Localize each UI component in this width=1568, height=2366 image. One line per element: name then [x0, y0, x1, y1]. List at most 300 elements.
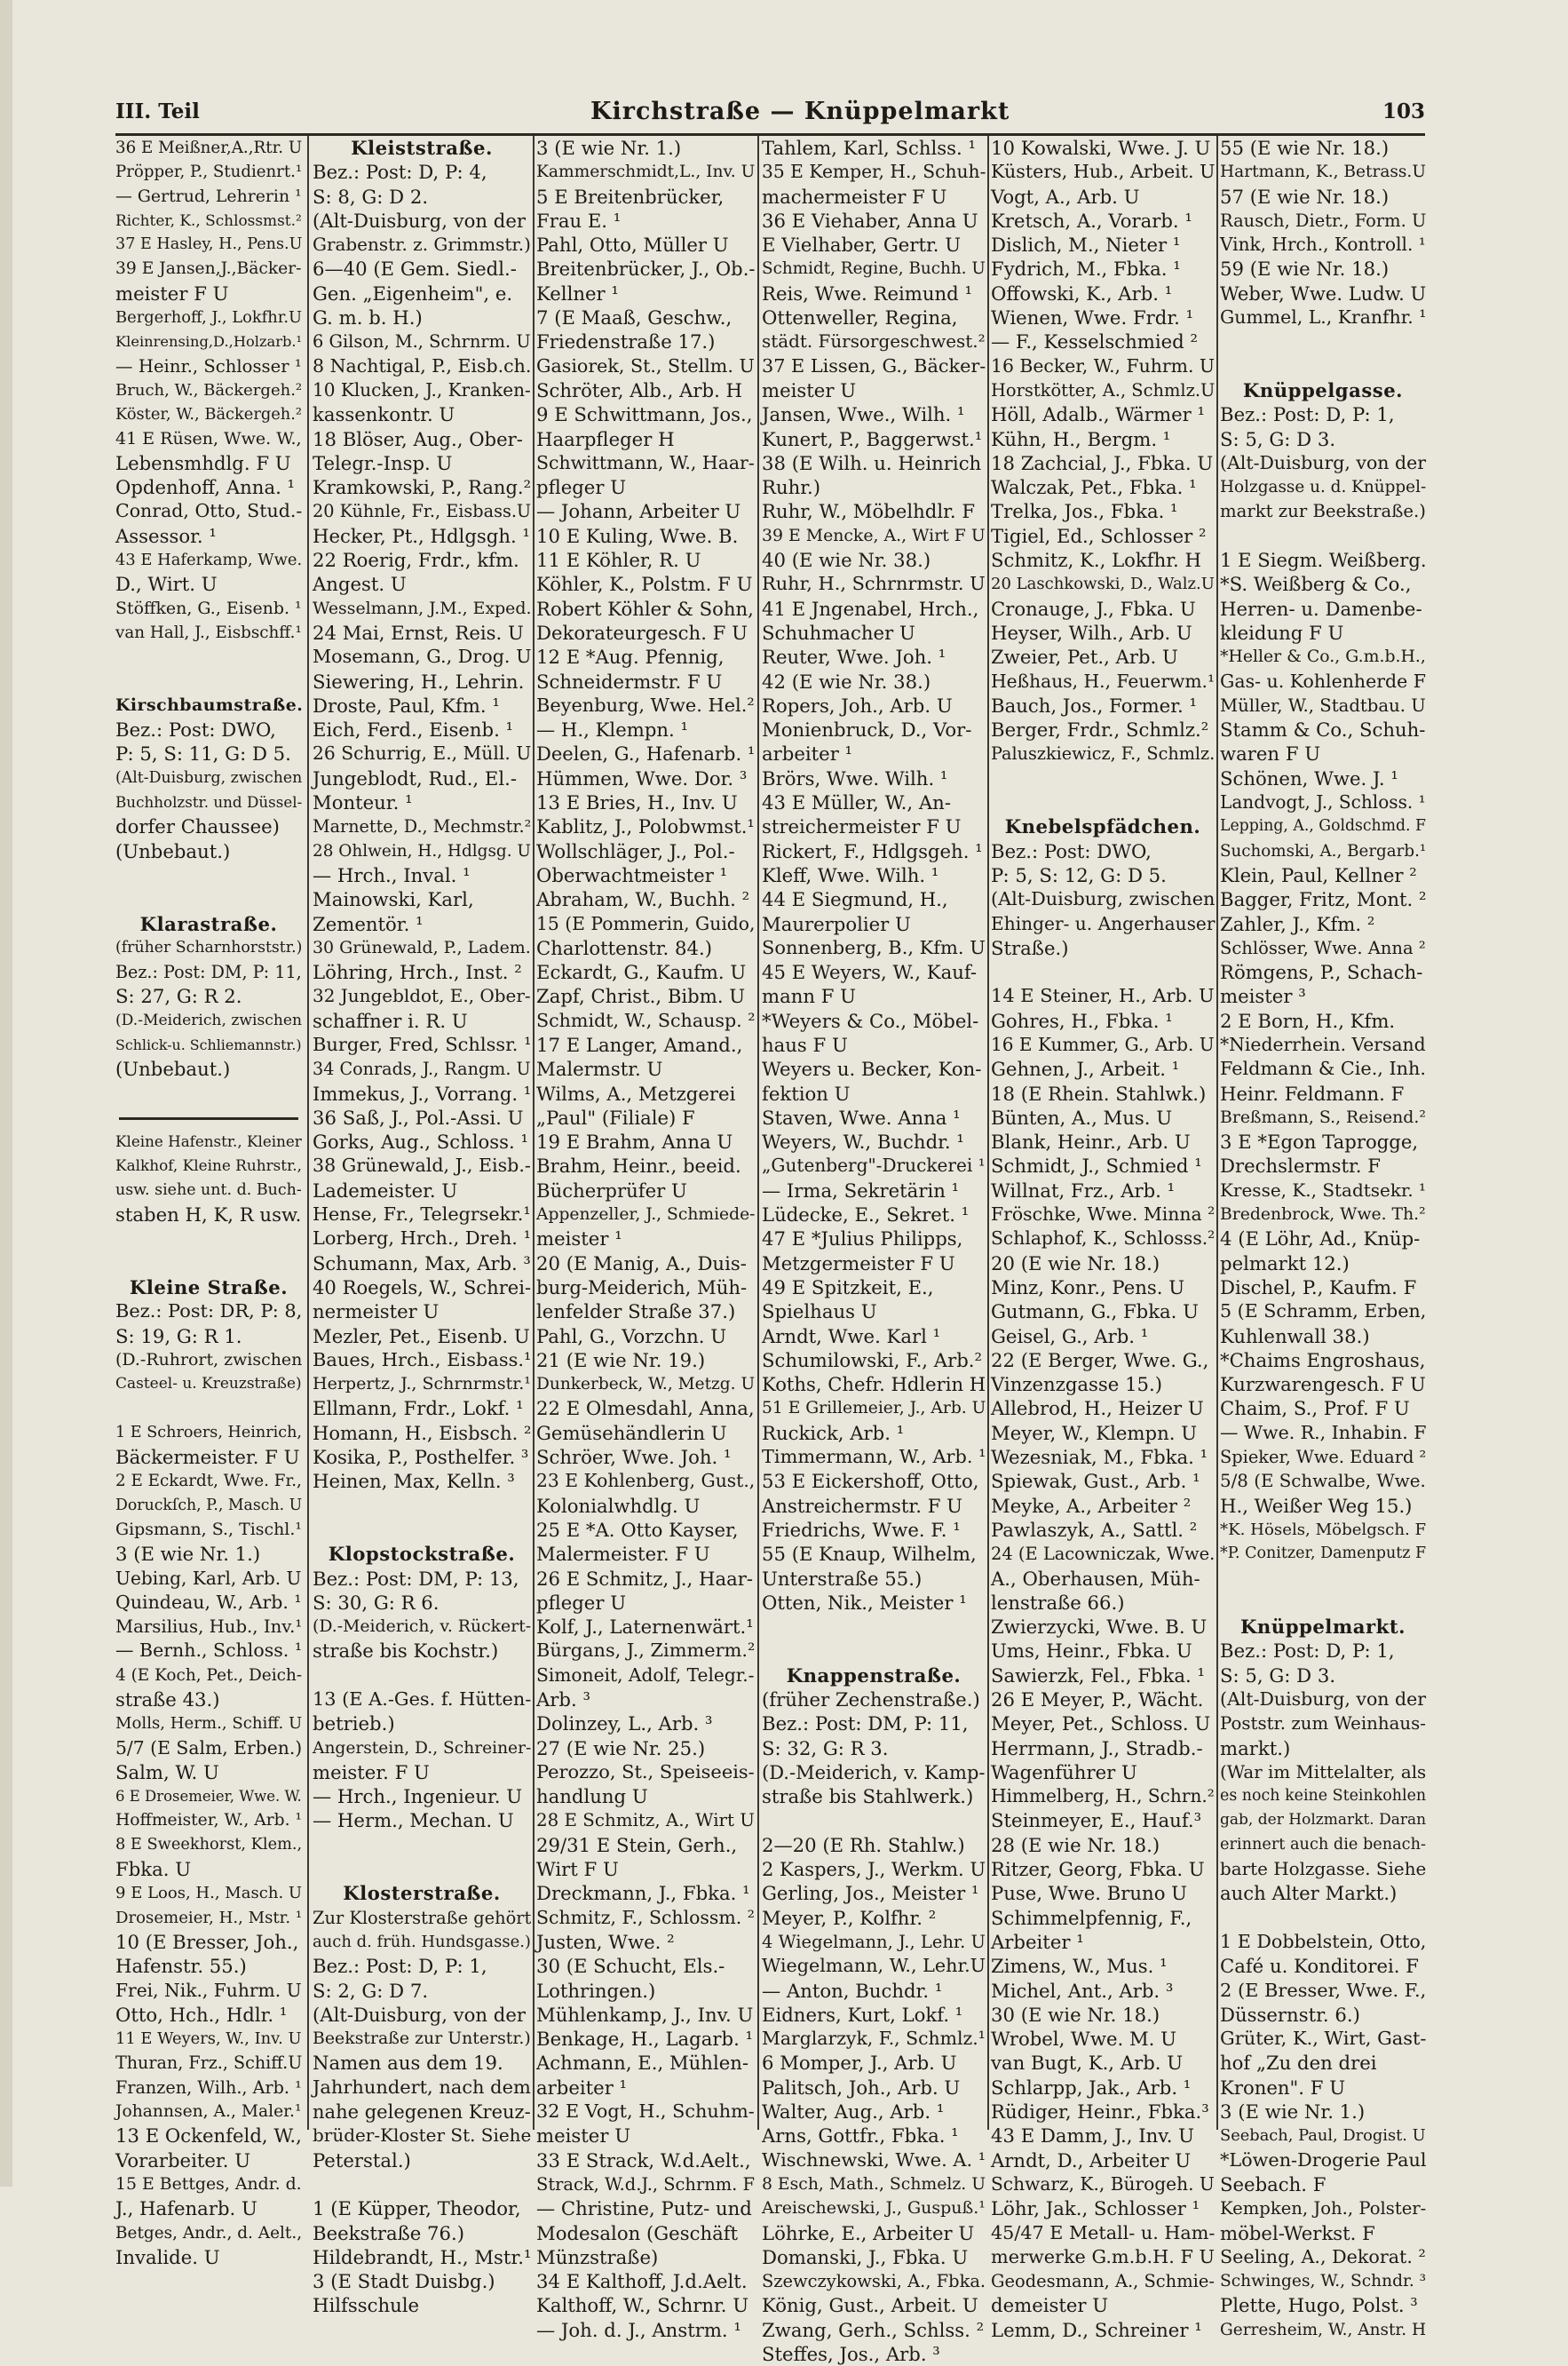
- entry-line: 26 E Schmitz, J., Haar-: [536, 1567, 754, 1590]
- entry-line: Herren- u. Damenbe-: [1220, 597, 1422, 620]
- entry-line: merwerke G.m.b.H. F U: [991, 2245, 1216, 2267]
- entry-line: Malermeister. F U: [536, 1543, 710, 1566]
- entry-line: 43 E Müller, W., An-: [762, 791, 951, 814]
- entry-line: 39 E Jansen,J.,Bäcker-: [115, 259, 302, 279]
- entry-line: Müller, W., Stadtbau. U: [1220, 695, 1426, 716]
- entry-line: Geodesmann, A., Schmie-: [991, 2271, 1215, 2292]
- column-rule: [1216, 136, 1218, 2130]
- entry-line: 22 Roerig, Frdr., kfm.: [313, 549, 519, 572]
- entry-line: arbeiter ¹: [762, 742, 853, 766]
- entry-line: 3 (E wie Nr. 1.): [1220, 2100, 1366, 2124]
- entry-line: Heyser, Wilh., Arb. U: [991, 621, 1192, 644]
- entry-line: Bez.: Post: DWO,: [991, 839, 1152, 862]
- entry-line: Molls, Herm., Schiff. U: [115, 1714, 303, 1734]
- entry-line: Holzgasse u. d. Knüppel-: [1220, 478, 1427, 497]
- entry-line: Lepping, A., Goldschmd. F: [1220, 817, 1426, 836]
- entry-line: S: 27, G: R 2.: [115, 985, 242, 1008]
- entry-line: Kablitz, J., Polobwmst.¹: [536, 815, 755, 838]
- street-heading: Knebelspfädchen.: [1004, 815, 1201, 838]
- entry-line: 8 Nachtigal, P., Eisb.ch.: [313, 354, 532, 377]
- entry-line: Ropers, Joh., Arb. U: [762, 694, 953, 717]
- entry-line: Anstreichermstr. F U: [762, 1494, 962, 1517]
- entry-line: 34 E Kalthoff, J.d.Aelt.: [536, 2270, 748, 2293]
- entry-line: Ruhr.): [762, 476, 821, 499]
- entry-line: *Niederrhein. Versand: [1220, 1033, 1426, 1055]
- spacer: [1220, 354, 1426, 378]
- entry-line: straße 43.): [115, 1688, 220, 1711]
- column-rule: [307, 136, 309, 2130]
- entry-line: machermeister F U: [762, 185, 947, 208]
- entry-line: Baues, Hrch., Eisbass.¹: [313, 1348, 532, 1370]
- entry-line: 39 E Mencke, A., Wirt F U: [762, 525, 986, 545]
- entry-line: Pawlaszyk, A., Sattl. ²: [991, 1518, 1198, 1541]
- entry-line: Unterstraße 55.): [762, 1567, 923, 1590]
- entry-line: Schmidt, J., Schmied ¹: [991, 1155, 1202, 1178]
- entry-line: Hense, Fr., Telegrsekr.¹: [313, 1203, 531, 1226]
- entry-line: 3 (E wie Nr. 1.): [115, 1543, 261, 1566]
- entry-line: Gorks, Aug., Schloss. ¹: [313, 1131, 528, 1154]
- entry-line: Marsilius, Hub., Inv.¹: [115, 1616, 303, 1638]
- entry-line: Bücherprüfer U: [536, 1179, 687, 1202]
- column-rule: [533, 136, 535, 2130]
- entry-line: Bruch, W., Bäckergeh.²: [115, 380, 303, 400]
- entry-line: auch d. früh. Hundsgasse.): [313, 1932, 531, 1951]
- entry-line: 18 Zachcial, J., Fbka. U: [991, 451, 1214, 474]
- entry-line: Strack, W.d.J., Schrnm. F: [536, 2173, 756, 2195]
- entry-line: meister U: [536, 2124, 631, 2148]
- entry-line: 14 E Steiner, H., Arb. U: [991, 985, 1215, 1007]
- entry-line: *Chaims Engroshaus,: [1220, 1348, 1426, 1371]
- entry-line: Arndt, D., Arbeiter U: [991, 2148, 1192, 2171]
- entry-line: Gohres, H., Fbka. ¹: [991, 1009, 1173, 1032]
- entry-line: — Wwe. R., Inhabin. F: [1220, 1421, 1427, 1443]
- entry-line: 47 E *Julius Philipps,: [762, 1227, 963, 1250]
- entry-line: Spiewak, Gust., Arb. ¹: [991, 1470, 1200, 1493]
- street-heading: Klosterstraße.: [343, 1882, 501, 1905]
- entry-line: Rausch, Dietr., Form. U: [1220, 210, 1427, 231]
- entry-line: 11 E Köhler, R. U: [536, 549, 701, 572]
- entry-line: Kolonialwhdlg. U: [536, 1494, 701, 1517]
- entry-line: Kleine Hafenstr., Kleiner: [115, 1132, 302, 1151]
- entry-line: 7 (E Maaß, Geschw.,: [536, 306, 733, 329]
- entry-line: Immekus, J., Vorrang. ¹: [313, 1082, 532, 1105]
- entry-line: 13 E Ockenfeld, W.,: [115, 2124, 302, 2148]
- entry-line: Straße.): [991, 936, 1069, 959]
- entry-line: *S. Weißberg & Co.,: [1220, 573, 1412, 596]
- entry-line: Domanski, J., Fbka. U: [762, 2245, 969, 2268]
- entry-line: Michel, Ant., Arb. ³: [991, 1979, 1174, 2002]
- entry-line: Vinzenzgasse 15.): [991, 1373, 1163, 1396]
- entry-line: 13 E Bries, H., Inv. U: [536, 791, 738, 814]
- entry-line: Mainowski, Karl,: [313, 888, 474, 911]
- entry-line: Vink, Hrch., Kontroll. ¹: [1220, 234, 1426, 256]
- entry-line: Spielhaus U: [762, 1300, 877, 1323]
- entry-line: Spieker, Wwe. Eduard ²: [1220, 1447, 1427, 1468]
- entry-line: Kleinrensing,D.,Holzarb.¹: [115, 333, 303, 351]
- entry-line: Schumilowski, F., Arb.²: [762, 1348, 982, 1371]
- entry-line: fektion U: [762, 1082, 851, 1105]
- entry-line: waren F U: [1220, 742, 1321, 766]
- part-label: III. Teil: [115, 99, 200, 123]
- entry-line: Schimmelpfennig, F.,: [991, 1906, 1192, 1929]
- entry-line: Namen aus dem 19.: [313, 2052, 503, 2075]
- entry-line: auch Alter Markt.): [1220, 1882, 1398, 1905]
- entry-line: 49 E Spitzkeit, E.,: [762, 1275, 934, 1298]
- entry-line: 30 (E Schucht, Els.-: [536, 1955, 725, 1978]
- entry-line: Ruckick, Arb. ¹: [762, 1421, 905, 1444]
- entry-line: Steinmeyer, E., Hauf.³: [991, 1809, 1202, 1832]
- entry-line: 20 Kühnle, Fr., Eisbass.U: [313, 501, 532, 522]
- entry-line: Pahl, Otto, Müller U: [536, 234, 729, 257]
- entry-line: Szewczykowski, A., Fbka.: [762, 2271, 986, 2292]
- entry-line: Arb. ³: [536, 1688, 590, 1711]
- entry-line: Herpertz, J., Schrnrmstr.¹: [313, 1374, 531, 1394]
- entry-line: Buchholzstr. und Düssel-: [115, 793, 303, 812]
- entry-line: 2 E Eckardt, Wwe. Fr.,: [115, 1472, 302, 1491]
- entry-line: straße bis Kochstr.): [313, 1640, 499, 1663]
- entry-line: Ums, Heinr., Fbka. U: [991, 1640, 1192, 1663]
- entry-line: 21 (E wie Nr. 19.): [536, 1348, 706, 1371]
- entry-line: Meyer, P., Kolfhr. ²: [762, 1906, 937, 1929]
- entry-line: Casteel- u. Kreuzstraße): [115, 1375, 302, 1393]
- entry-line: Zwierzycki, Wwe. B. U: [991, 1616, 1208, 1639]
- entry-line: Bürgans, J., Zimmerm.²: [536, 1640, 756, 1662]
- entry-line: betrieb.): [313, 1712, 395, 1735]
- entry-line: Monteur. ¹: [313, 791, 413, 814]
- entry-line: Uebing, Karl, Arb. U: [115, 1567, 302, 1589]
- entry-line: — Hrch., Inval. ¹: [313, 863, 471, 886]
- street-heading: Kirschbaumstraße.: [115, 695, 304, 715]
- entry-line: 55 (E wie Nr. 18.): [1220, 137, 1390, 159]
- entry-line: Beekstraße 76.): [313, 2221, 465, 2244]
- entry-line: 26 Schurrig, E., Müll. U: [313, 742, 532, 765]
- entry-line: Kramkowski, P., Rang.²: [313, 476, 532, 499]
- entry-line: 15 E Bettges, Andr. d.: [115, 2173, 302, 2194]
- entry-line: Modesalon (Geschäft: [536, 2221, 739, 2244]
- entry-line: 16 E Kummer, G., Arb. U: [991, 1033, 1215, 1055]
- entry-line: 41 E Rüsen, Wwe. W.,: [115, 428, 302, 449]
- entry-line: Otto, Hch., Hdlr. ¹: [115, 2003, 288, 2026]
- entry-line: Weyers, W., Buchdr. ¹: [762, 1131, 964, 1154]
- entry-line: 3 E *Egon Taprogge,: [1220, 1131, 1419, 1154]
- entry-line: Dekorateurgesch. F U: [536, 621, 748, 644]
- entry-line: Robert Köhler & Sohn,: [536, 597, 754, 620]
- entry-line: Drechslermstr. F: [1220, 1155, 1381, 1178]
- spacer: [115, 863, 302, 887]
- spacer: [115, 1082, 302, 1106]
- entry-line: 5 (E Schramm, Erben,: [1220, 1300, 1427, 1322]
- entry-line: 3 (E wie Nr. 1.): [536, 137, 682, 159]
- entry-line: 15 (E Pommerin, Guido,: [536, 912, 756, 934]
- entry-line: 18 (E Rhein. Stahlwk.): [991, 1082, 1207, 1105]
- entry-line: Klein, Paul, Kellner ²: [1220, 863, 1417, 886]
- entry-line: 38 (E Wilh. u. Heinrich: [762, 451, 982, 474]
- entry-line: Kempken, Joh., Polster-: [1220, 2198, 1427, 2219]
- entry-line: Benkage, H., Lagarb. ¹: [536, 2028, 754, 2051]
- entry-line: 26 E Meyer, P., Wächt.: [991, 1688, 1204, 1711]
- entry-line: Arbeiter ¹: [991, 1930, 1084, 1953]
- entry-line: Gemüsehändlerin U: [536, 1421, 727, 1444]
- entry-line: Heßhaus, H., Feuerwm.¹: [991, 670, 1216, 692]
- entry-line: 4 Wiegelmann, J., Lehr. U: [762, 1931, 986, 1952]
- entry-line: Walter, Aug., Arb. ¹: [762, 2100, 945, 2124]
- entry-line: (Alt-Duisburg, von der: [313, 209, 527, 232]
- entry-line: Bredenbrock, Wwe. Th.²: [1220, 1205, 1426, 1225]
- entry-line: Löhrke, E., Arbeiter U: [762, 2221, 975, 2244]
- entry-line: Grüter, K., Wirt, Gast-: [1220, 2028, 1427, 2050]
- entry-line: Schmidt, W., Schausp. ²: [536, 1009, 756, 1031]
- entry-line: Johannsen, A., Maler.¹: [115, 2102, 302, 2122]
- section-rule: [115, 1106, 302, 1130]
- entry-line: Puse, Wwe. Bruno U: [991, 1882, 1188, 1905]
- spacer: [313, 1833, 531, 1857]
- entry-line: 11 E Weyers, W., Inv. U: [115, 2029, 302, 2049]
- street-heading: Kleiststraße.: [351, 137, 493, 159]
- entry-line: Heinr. Feldmann. F: [1220, 1082, 1405, 1105]
- entry-line: 20 (E Manig, A., Duis-: [536, 1251, 747, 1274]
- spacer: [313, 1857, 531, 1881]
- spacer: [115, 887, 302, 911]
- entry-line: 24 Mai, Ernst, Reis. U: [313, 621, 524, 644]
- entry-line: Gutmann, G., Fbka. U: [991, 1300, 1200, 1323]
- entry-line: Arndt, Wwe. Karl ¹: [762, 1324, 941, 1347]
- entry-line: 20 Laschkowski, D., Walz.U: [991, 575, 1215, 594]
- entry-line: kleidung F U: [1220, 621, 1344, 644]
- entry-line: Telegr.-Insp. U: [313, 451, 453, 474]
- entry-line: Frau E. ¹: [536, 209, 622, 232]
- entry-line: 16 Becker, W., Fuhrm. U: [991, 354, 1216, 377]
- entry-line: Paluszkiewicz, F., Schmlz.: [991, 743, 1216, 765]
- entry-line: Meyer, W., Klempn. U: [991, 1421, 1198, 1444]
- entry-line: (Alt-Duisburg, zwischen: [115, 768, 303, 787]
- entry-line: Areischewski, J., Guspuß.¹: [762, 2198, 986, 2219]
- entry-line: Herrmann, J., Stradb.-: [991, 1736, 1203, 1759]
- entry-line: Pröpper, P., Studienrt.¹: [115, 163, 303, 182]
- entry-line: S: 2, G: D 7.: [313, 1979, 429, 2002]
- entry-line: Wienen, Wwe. Frdr. ¹: [991, 306, 1194, 329]
- entry-line: Höll, Adalb., Wärmer ¹: [991, 403, 1205, 426]
- street-heading: Klopstockstraße.: [328, 1543, 516, 1566]
- entry-line: Justen, Wwe. ²: [536, 1930, 675, 1953]
- entry-line: Chaim, S., Prof. F U: [1220, 1397, 1410, 1420]
- entry-line: Hecker, Pt., Hdlgsgh. ¹: [313, 524, 530, 547]
- entry-line: Bez.: Post: D, P: 1,: [1220, 403, 1395, 426]
- spacer: [991, 960, 1215, 984]
- entry-line: 55 (E Knaup, Wilhelm,: [762, 1543, 977, 1566]
- entry-line: 59 (E wie Nr. 18.): [1220, 258, 1390, 281]
- entry-line: Köster, W., Bäckergeh.²: [115, 405, 303, 425]
- entry-line: Kuhlenwall 38.): [1220, 1324, 1370, 1347]
- entry-line: (Alt-Duisburg, von der: [1220, 451, 1427, 473]
- entry-line: Drosemeier, H., Mstr. ¹: [115, 1908, 303, 1927]
- column-4: [762, 136, 986, 2366]
- entry-line: nermeister U: [313, 1300, 440, 1323]
- entry-line: Deelen, G., Hafenarb. ¹: [536, 742, 756, 766]
- entry-line: Zimens, W., Mus. ¹: [991, 1955, 1168, 1978]
- entry-line: Peterstal.): [313, 2148, 411, 2171]
- entry-line: Staven, Wwe. Anna ¹: [762, 1106, 961, 1129]
- entry-line: Dischel, P., Kaufm. F: [1220, 1275, 1417, 1298]
- entry-line: städt. Fürsorgeschwest.²: [762, 331, 986, 353]
- entry-line: Mosemann, G., Drog. U: [313, 646, 532, 668]
- street-heading: Knüppelmarkt.: [1239, 1616, 1406, 1639]
- entry-line: Hilfsschule: [313, 2294, 420, 2317]
- entry-line: meister ¹: [536, 1227, 622, 1250]
- entry-line: kassenkontr. U: [313, 403, 455, 426]
- entry-line: Lademeister. U: [313, 1179, 458, 1202]
- entry-line: Assessor. ¹: [115, 524, 217, 547]
- entry-line: (D.-Ruhrort, zwischen: [115, 1349, 303, 1370]
- page-header: [115, 94, 1425, 135]
- entry-line: Löhr, Jak., Schlosser ¹: [991, 2197, 1200, 2220]
- entry-line: Lorberg, Hrch., Dreh. ¹: [313, 1227, 531, 1250]
- entry-line: Marnette, D., Mechmstr.²: [313, 816, 532, 838]
- entry-line: Kretsch, A., Vorarb. ¹: [991, 209, 1192, 232]
- entry-line: Richter, K., Schlossmst.²: [115, 210, 302, 229]
- entry-line: Jansen, Wwe., Wilh. ¹: [762, 403, 965, 426]
- street-heading: Klarastraße.: [139, 912, 278, 935]
- entry-line: Breßmann, S., Reisend.²: [1220, 1108, 1426, 1127]
- entry-line: erinnert auch die benach-: [1220, 1835, 1426, 1854]
- entry-line: Fröschke, Wwe. Minna ²: [991, 1203, 1216, 1226]
- entry-line: (D.-Meiderich, v. Rückert-: [313, 1617, 532, 1637]
- entry-line: Simoneit, Adolf, Telegr.-: [536, 1663, 755, 1686]
- entry-line: Lebensmhdlg. F U: [115, 451, 291, 474]
- entry-line: 43 E Damm, J., Inv. U: [991, 2124, 1195, 2148]
- entry-line: 33 E Strack, W.d.Aelt.,: [536, 2148, 751, 2171]
- entry-line: Mühlenkamp, J., Inv. U: [536, 2003, 754, 2026]
- entry-line: 29/31 E Stein, Gerh.,: [536, 1833, 738, 1856]
- entry-line: Metzgermeister F U: [762, 1251, 955, 1274]
- spacer: [1220, 1906, 1426, 1930]
- entry-line: pfleger U: [536, 1591, 627, 1614]
- entry-line: Schwarz, K., Bürogeh. U: [991, 2172, 1215, 2195]
- entry-line: Bäckermeister. F U: [115, 1446, 300, 1469]
- entry-line: *K. Hösels, Möbelgsch. F: [1220, 1520, 1427, 1539]
- entry-line: Ruhr, H., Schrnrmstr. U: [762, 573, 986, 595]
- entry-line: Kühn, H., Bergm. ¹: [991, 427, 1171, 450]
- entry-line: Gipsmann, S., Tischl.¹: [115, 1519, 302, 1539]
- spacer: [115, 1396, 302, 1420]
- spacer: [115, 670, 302, 694]
- entry-line: Angest. U: [313, 573, 407, 596]
- entry-line: Walczak, Pet., Fbka. ¹: [991, 476, 1197, 499]
- entry-line: — Irma, Sekretärin ¹: [762, 1179, 960, 1202]
- entry-line: Bez.: Post: D, P: 1,: [313, 1955, 487, 1978]
- entry-line: 17 E Langer, Amand.,: [536, 1033, 743, 1056]
- entry-line: Oberwachtmeister ¹: [536, 863, 728, 886]
- entry-line: Meyke, A., Arbeiter ²: [991, 1494, 1192, 1517]
- entry-line: (früher Scharnhorststr.): [115, 938, 303, 957]
- entry-line: 9 E Schwittmann, Jos.,: [536, 403, 753, 426]
- entry-line: Schmidt, Regine, Buchh. U: [762, 259, 986, 279]
- spacer: [313, 1494, 531, 1518]
- entry-line: 44 E Siegmund, H.,: [762, 888, 948, 911]
- entry-line: Otten, Nik., Meister ¹: [762, 1591, 967, 1614]
- entry-line: Pahl, G., Vorzchn. U: [536, 1324, 727, 1347]
- entry-line: Seebach, Paul, Drogist. U: [1220, 2126, 1426, 2146]
- entry-line: Schuhmacher U: [762, 621, 915, 644]
- entry-line: 13 (E A.-Ges. f. Hütten-: [313, 1688, 532, 1710]
- entry-line: Zementör. ¹: [313, 912, 424, 935]
- entry-line: Ruhr, W., Möbelhdlr. F: [762, 500, 976, 523]
- entry-line: Kosika, P., Posthelfer. ³: [313, 1446, 529, 1469]
- street-heading: Knappenstraße.: [786, 1663, 962, 1687]
- entry-line: S: 19, G: R 1.: [115, 1324, 242, 1347]
- entry-line: Marglarzyk, F., Schmlz.¹: [762, 2028, 986, 2050]
- entry-line: Kleff, Wwe. Wilh. ¹: [762, 863, 939, 886]
- entry-line: Stamm & Co., Schuh-: [1220, 719, 1426, 742]
- entry-line: Tigiel, Ed., Schlosser ²: [991, 524, 1207, 547]
- entry-line: Lemm, D., Schreiner ¹: [991, 2318, 1202, 2341]
- entry-line: Sawierzk, Fel., Fbka. ¹: [991, 1663, 1205, 1687]
- entry-line: 23 E Kohlenberg, Gust.,: [536, 1470, 756, 1492]
- entry-line: arbeiter ¹: [536, 2076, 628, 2099]
- entry-line: Bez.: Post: DM, P: 11,: [115, 962, 302, 983]
- entry-line: Friedrichs, Wwe. F. ¹: [762, 1518, 961, 1541]
- entry-line: staben H, K, R usw.: [115, 1203, 302, 1227]
- entry-line: Kammerschmidt,L., Inv. U: [536, 163, 756, 182]
- entry-line: Wagenführer U: [991, 1760, 1137, 1783]
- entry-line: Weyers u. Becker, Kon-: [762, 1058, 982, 1081]
- street-heading: Knüppelgasse.: [1242, 378, 1404, 401]
- entry-line: Beekstraße zur Unterstr.): [313, 2029, 531, 2049]
- entry-line: 2 (E Bresser, Wwe. F.,: [1220, 1979, 1427, 2001]
- spacer: [1220, 524, 1426, 548]
- spacer: [313, 1518, 531, 1542]
- entry-line: Schlick-u. Schliemannstr.): [115, 1036, 302, 1053]
- entry-line: — Anton, Buchdr. ¹: [762, 1979, 943, 2002]
- entry-line: Bez.: Post: D, P: 1,: [1220, 1640, 1395, 1663]
- entry-line: 10 E Kuling, Wwe. B.: [536, 524, 739, 547]
- spacer: [762, 1639, 986, 1663]
- entry-line: schaffner i. R. U: [313, 1009, 468, 1032]
- entry-line: Conrad, Otto, Stud.-: [115, 500, 303, 522]
- entry-line: Weber, Wwe. Ludw. U: [1220, 282, 1427, 305]
- entry-line: Düssernstr. 6.): [1220, 2003, 1360, 2026]
- entry-line: Eidners, Kurt, Lokf. ¹: [762, 2003, 963, 2026]
- entry-line: — Hrch., Ingenieur. U: [313, 1785, 523, 1808]
- entry-line: meister U: [762, 378, 857, 401]
- entry-line: Dislich, M., Nieter ¹: [991, 234, 1181, 257]
- entry-line: gab, der Holzmarkt. Daran: [1220, 1811, 1427, 1830]
- entry-line: Offowski, K., Arb. ¹: [991, 282, 1173, 305]
- entry-line: 6 Momper, J., Arb. U: [762, 2052, 957, 2075]
- entry-line: mann F U: [762, 985, 857, 1008]
- entry-line: Schmitz, K., Lokfhr. H: [991, 549, 1201, 572]
- spacer: [313, 1663, 531, 1687]
- entry-line: Fbka. U: [115, 1858, 192, 1881]
- entry-line: — F., Kesselschmied ²: [991, 330, 1198, 353]
- entry-line: Schneidermstr. F U: [536, 670, 723, 693]
- entry-line: Kresse, K., Stadtsekr. ¹: [1220, 1179, 1427, 1201]
- spacer: [1220, 329, 1426, 353]
- entry-line: Zweier, Pet., Arb. U: [991, 646, 1178, 669]
- running-title: Kirchstraße — Knüppelmarkt: [590, 98, 1010, 125]
- entry-line: — Heinr., Schlosser ¹: [115, 355, 302, 377]
- entry-line: Invalide. U: [115, 2245, 220, 2268]
- entry-line: Köhler, K., Polstm. F U: [536, 573, 753, 596]
- entry-line: pelmarkt 12.): [1220, 1251, 1350, 1274]
- entry-line: Perozzo, St., Speiseeis-: [536, 1760, 755, 1782]
- entry-line: Stöffken, G., Eisenb. ¹: [115, 598, 302, 618]
- entry-line: — Christine, Putz- und: [536, 2197, 752, 2220]
- entry-line: 53 E Eickershoff, Otto,: [762, 1470, 979, 1493]
- entry-line: meister. F U: [313, 1760, 430, 1783]
- entry-line: Gen. „Eigenheim", e.: [313, 282, 513, 305]
- entry-line: 45/47 E Metall- u. Ham-: [991, 2221, 1216, 2243]
- entry-line: 51 E Grillemeier, J., Arb. U: [762, 1399, 986, 1418]
